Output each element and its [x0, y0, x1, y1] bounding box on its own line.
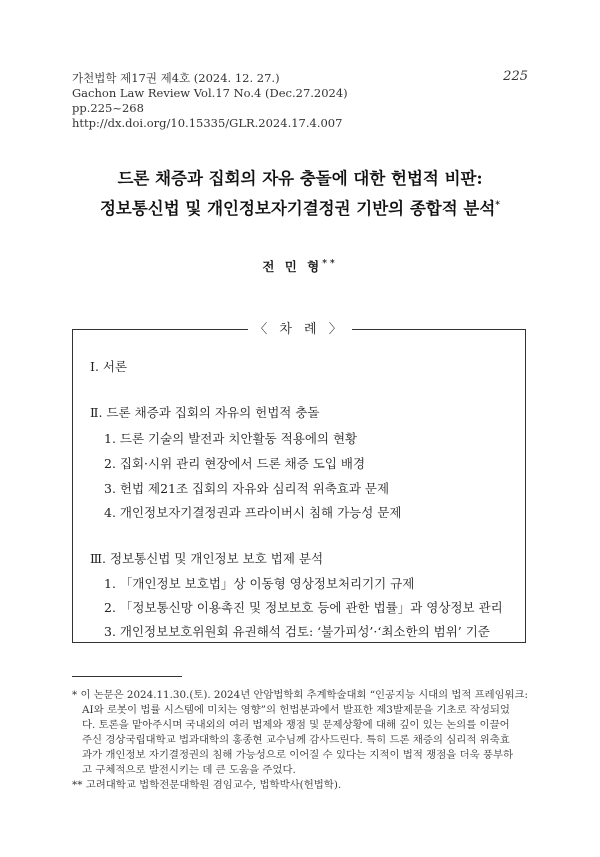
toc-item-2-3[interactable]: 3. 헌법 제21조 집회의 자유와 심리적 위축효과 문제 — [104, 481, 390, 496]
paper-title-line-2 — [0, 199, 600, 219]
footnote-separator — [72, 676, 182, 677]
footnote-1-line-2: AI와 로봇이 법률 시스템에 미치는 영향”의 헌법분과에서 발표한 제3발제문을 기초로 작성되었 — [82, 704, 510, 716]
toc-item-3-2[interactable]: 2. 「정보통신망 이용촉진 및 정보보호 등에 관한 법률」과 영상정보 관리 — [104, 600, 503, 615]
doi-link[interactable]: http://dx.doi.org/10.15335/GLR.2024.17.4.007 — [72, 116, 343, 130]
footnote-1-line-5: 과가 개인정보 자기결정권의 침해 가능성으로 이어질 수 있다는 지적이 법적 쟁점을 더욱 풍부하 — [82, 749, 514, 761]
paper-title-line-2-text: 정보통신법 및 개인정보자기결정권 기반의 종합적 분석 — [99, 199, 496, 218]
footnote-1-line-4: 주신 경상국립대학교 법과대학의 홍종현 교수님께 감사드린다. 특히 드론 채증의 심리적 위축효 — [82, 734, 510, 746]
toc-item-2-2[interactable]: 2. 집회·시위 관리 현장에서 드론 채증 도입 배경 — [104, 456, 366, 471]
author — [0, 257, 600, 275]
footnote-1-line-6: 고 구체적으로 발전시키는 데 큰 도움을 주었다. — [82, 764, 296, 776]
toc-item-1[interactable]: I. 서론 — [90, 359, 128, 374]
toc-heading — [0, 318, 600, 337]
footnote-1-line-3: 다. 토론을 맡아주시며 국내외의 여러 법제와 쟁점 및 문제상황에 대해 깊이 있는 논의를 이끌어 — [82, 719, 510, 731]
toc-item-2-1[interactable]: 1. 드론 기술의 발전과 치안활동 적용에의 현황 — [104, 431, 358, 446]
toc-item-3[interactable]: Ⅲ. 정보통신법 및 개인정보 보호 법제 분석 — [90, 551, 324, 566]
footnote-2: ** 고려대학교 법학전문대학원 겸임교수, 법학박사(헌법학). — [72, 779, 342, 791]
page-range: pp.225~268 — [72, 101, 144, 115]
paper-title-line-1: 드론 채증과 집회의 자유 충돌에 대한 헌법적 비판: — [117, 169, 483, 188]
journal-name-en: Gachon Law Review Vol.17 No.4 (Dec.27.2024) — [72, 86, 348, 100]
toc-item-3-1[interactable]: 1. 「개인정보 보호법」상 이동형 영상정보처리기기 규제 — [104, 576, 415, 591]
title-footnote-mark[interactable]: * — [495, 200, 501, 211]
journal-name-ko: 가천법학 제17권 제4호 (2024. 12. 27.) — [72, 71, 280, 85]
toc-item-2[interactable]: Ⅱ. 드론 채증과 집회의 자유의 헌법적 충돌 — [90, 405, 320, 420]
page-number: 225 — [503, 69, 528, 84]
footnote-1-line-1: * 이 논문은 2024.11.30.(토). 2024년 안암법학회 추계학술대회 “인공지능 시대의 법적 프레임워크: — [72, 689, 528, 701]
toc-heading-text: 〈 차 례 〉 — [248, 322, 352, 337]
author-footnote-mark[interactable]: ** — [322, 258, 338, 269]
toc-item-3-3[interactable]: 3. 개인정보보호위원회 유권해석 검토: ‘불가피성’·‘최소한의 범위’ 기준 — [104, 624, 490, 639]
toc-item-2-4[interactable]: 4. 개인정보자기결정권과 프라이버시 침해 가능성 문제 — [104, 505, 402, 520]
journal-header — [72, 71, 348, 131]
author-name: 전 민 형 — [262, 259, 323, 274]
